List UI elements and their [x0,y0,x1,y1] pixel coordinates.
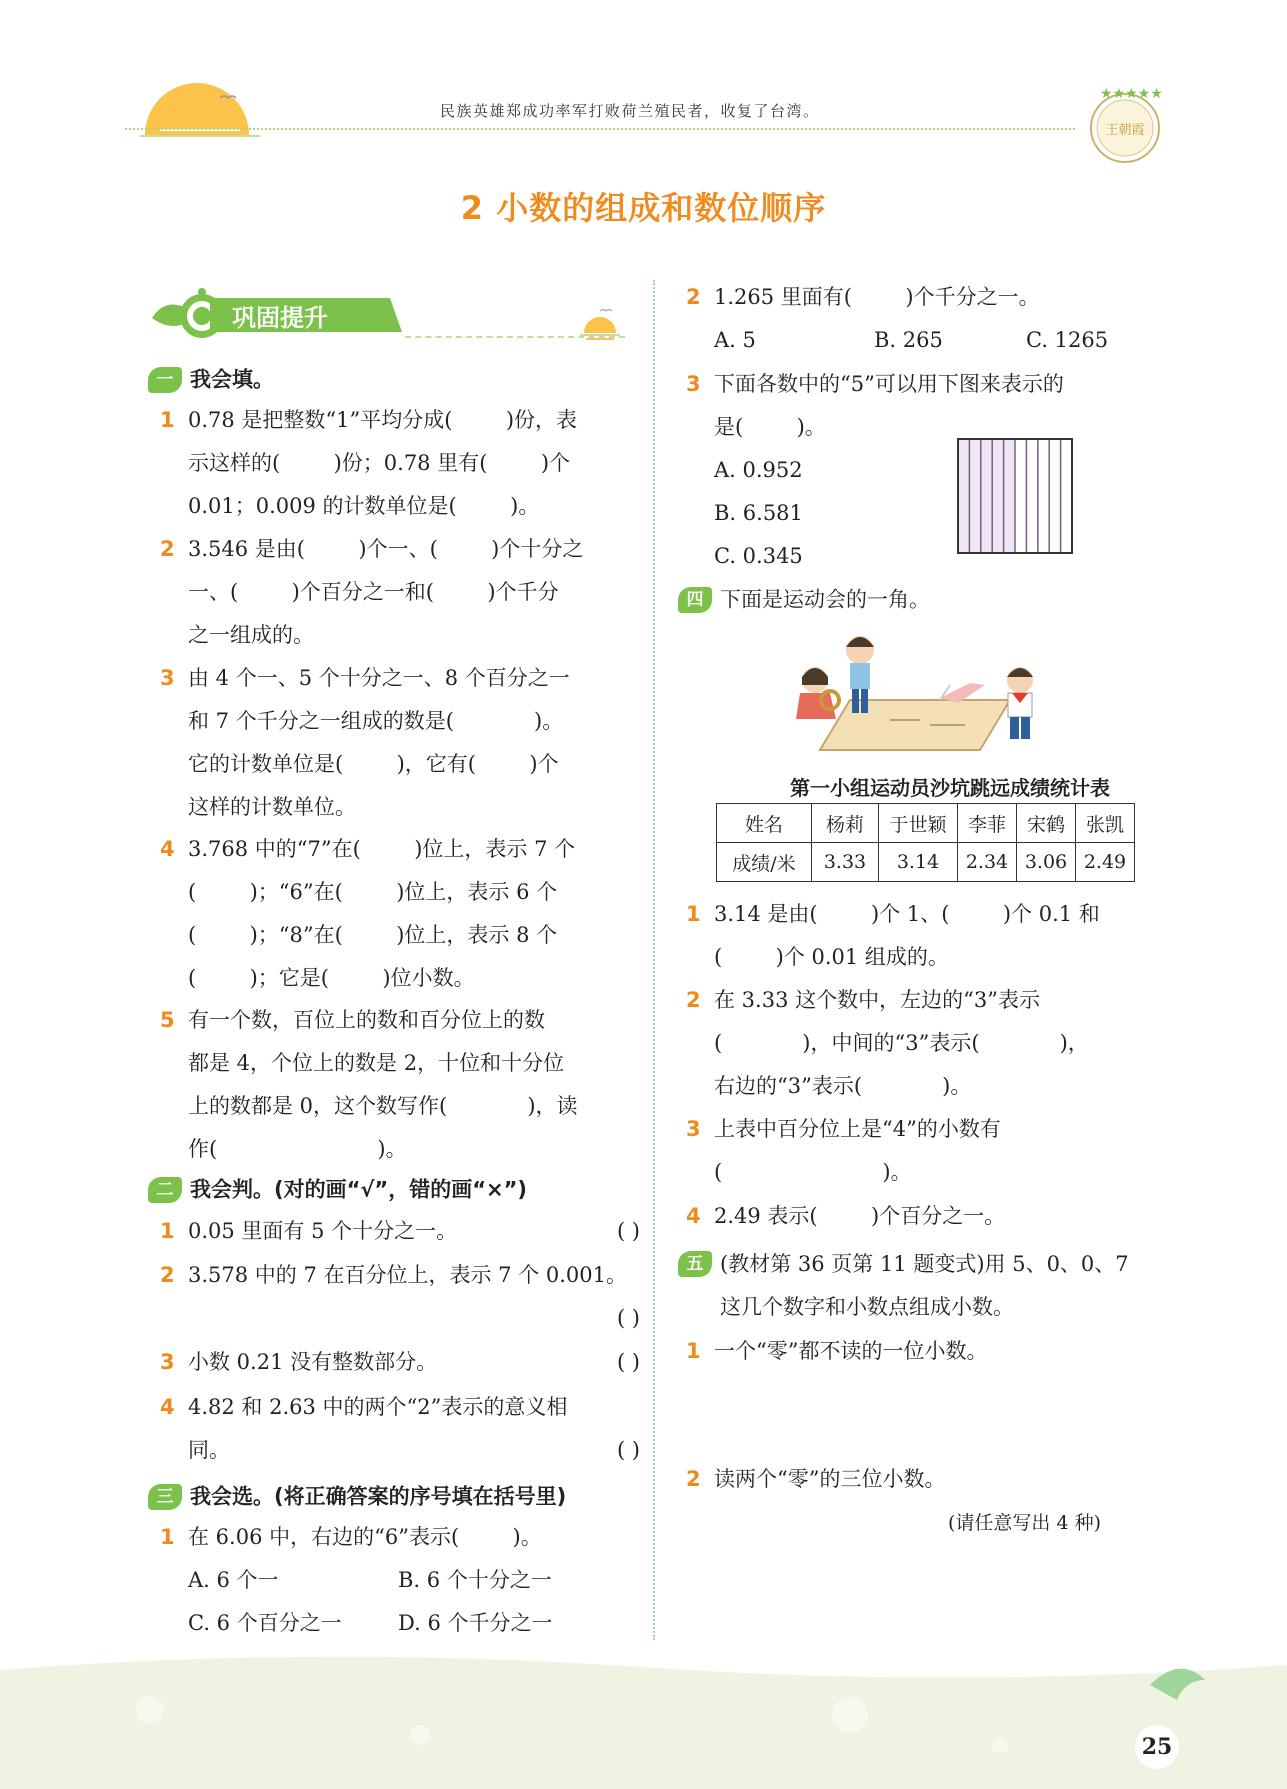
banner-title: 巩固提升 [232,304,328,332]
answer-paren[interactable]: ( ) [616,1219,640,1243]
option-c[interactable]: C. 6 个百分之一 [188,1611,342,1635]
table-cell: 3.06 [1017,843,1076,882]
section-4-heading [678,583,930,615]
table-question-1: 1 3.14 是由( )个 1、( )个 0.1 和 ( )个 0.01 组成的。 [686,902,1100,969]
table-question-3: 3 上表中百分位上是“4”的小数有 ( )。 [686,1117,1001,1184]
svg-text:★★★★★: ★★★★★ [1100,86,1163,102]
section-title: 我会判。(对的画“√”，错的画“×”) [190,1177,528,1202]
small-sun-icon [580,305,620,345]
footer-decoration [0,1645,1287,1789]
judge-question-3: 3 小数 0.21 没有整数部分。 ( ) [160,1341,640,1384]
option-a[interactable]: A. 0.952 [714,458,803,482]
choice-question-2: 2 1.265 里面有( )个千分之一。 A. 5 B. 265 C. 1265 [686,276,1166,362]
section-3-heading [148,1480,566,1512]
table-header-cell: 李菲 [958,804,1017,843]
choice-question-3: 3 下面各数中的“5”可以用下图来表示的 是( )。 A. 0.952 B. 6.581 C. 0.345 [686,363,1166,578]
table-row-label: 成绩/米 [717,843,812,882]
publisher-logo-icon [1080,78,1170,168]
fill-question-1: 1 0.78 是把整数“1”平均分成( )份，表 示这样的( )份；0.78 里有( )个 0.01；0.009 的计数单位是( )。 [160,408,578,518]
long-jump-illustration [780,625,1070,765]
section-1-heading [148,363,274,395]
section-badge: 五 [678,1251,712,1277]
option-c[interactable]: C. 0.345 [714,544,803,568]
tenths-stripes-figure [957,438,1073,554]
section-badge: 一 [148,367,182,393]
section-badge: 四 [678,587,712,613]
answer-paren[interactable]: ( ) [616,1350,640,1374]
answer-paren[interactable]: ( ) [616,1438,640,1462]
section-title: 我会填。 [190,367,274,392]
table-header-cell: 杨莉 [812,804,879,843]
table-row [717,843,1135,882]
fill-question-4: 4 3.768 中的“7”在( )位上，表示 7 个 ( )；“6”在( )位上，表示 6 个 ( )；“8”在( )位上，表示 8 个 ( )；它是( )位小数。 [160,837,576,990]
header-slogan: 民族英雄郑成功率军打败荷兰殖民者，收复了台湾。 [440,102,820,120]
score-table [716,803,1135,882]
option-a[interactable]: A. 5 [714,328,756,352]
table-question-4: 4 2.49 表示( )个百分之一。 [686,1204,1006,1228]
digits-question-1: 1 一个“零”都不读的一位小数。 [686,1339,988,1363]
section-title: 我会选。(将正确答案的序号填在括号里) [190,1484,567,1509]
table-cell: 3.14 [879,843,958,882]
table-header-cell: 张凯 [1076,804,1135,843]
sunset-icon [140,80,260,140]
judge-question-4: 4 4.82 和 2.63 中的两个“2”表示的意义相 同。 ( ) [160,1386,640,1472]
table-header-row [717,804,1135,843]
section-5-heading: 五 (教材第 36 页第 11 题变式)用 5、0、0、7 这几个数字和小数点组成小数。 [678,1243,1168,1329]
option-c[interactable]: C. 1265 [1026,328,1109,352]
section-2-heading [148,1173,527,1205]
judge-question-1: 1 0.05 里面有 5 个十分之一。 ( ) [160,1210,640,1253]
section-title: 下面是运动会的一角。 [720,587,930,612]
option-b[interactable]: B. 265 [874,328,943,352]
table-cell: 3.33 [812,843,879,882]
fill-question-3: 3 由 4 个一、5 个十分之一、8 个百分之一 和 7 个千分之一组成的数是( )。 它的计数单位是( )，它有( )个 这样的计数单位。 [160,666,570,819]
option-b[interactable]: B. 6 个十分之一 [398,1568,552,1592]
column-divider [653,280,655,1640]
table-title: 第一小组运动员沙坑跳远成绩统计表 [790,776,1110,800]
answer-paren[interactable]: ( ) [616,1306,640,1330]
table-header-cell: 宋鹤 [1017,804,1076,843]
judge-question-2: 2 3.578 中的 7 在百分位上，表示 7 个 0.001。 ( ) [160,1254,640,1297]
section-badge: 三 [148,1484,182,1510]
option-a[interactable]: A. 6 个一 [188,1568,279,1592]
table-header-cell: 于世颖 [879,804,958,843]
page-title: 2 小数的组成和数位顺序 [460,189,827,227]
table-cell: 2.34 [958,843,1017,882]
section-badge: 二 [148,1177,182,1203]
header-divider [125,128,1075,130]
logo-text: 王朝霞 [1105,123,1145,138]
table-question-2: 2 在 3.33 这个数中，左边的“3”表示 ( )，中间的“3”表示( )， 右边的“3”表示( )。 [686,988,1089,1098]
table-header-cell: 姓名 [717,804,812,843]
answer-note: (请任意写出 4 种) [948,1512,1101,1534]
digits-question-2: 2 读两个“零”的三位小数。 [686,1467,946,1491]
choice-question-1: 1 在 6.06 中，右边的“6”表示( )。 A. 6 个一 B. 6 个十分之一 C. 6 个百分之一 D. 6 个千分之一 [160,1516,640,1645]
fill-question-5: 5 有一个数，百位上的数和百分位上的数 都是 4，个位上的数是 2，十位和十分位 上的数都是 0，这个数写作( )，读 作( )。 [160,1008,578,1161]
option-d[interactable]: D. 6 个千分之一 [398,1611,553,1635]
option-b[interactable]: B. 6.581 [714,501,803,525]
table-cell: 2.49 [1076,843,1135,882]
page-number: 25 [1135,1725,1179,1769]
fill-question-2: 2 3.546 是由( )个一、( )个十分之 一、( )个百分之一和( )个千分 之一组成的。 [160,537,584,647]
